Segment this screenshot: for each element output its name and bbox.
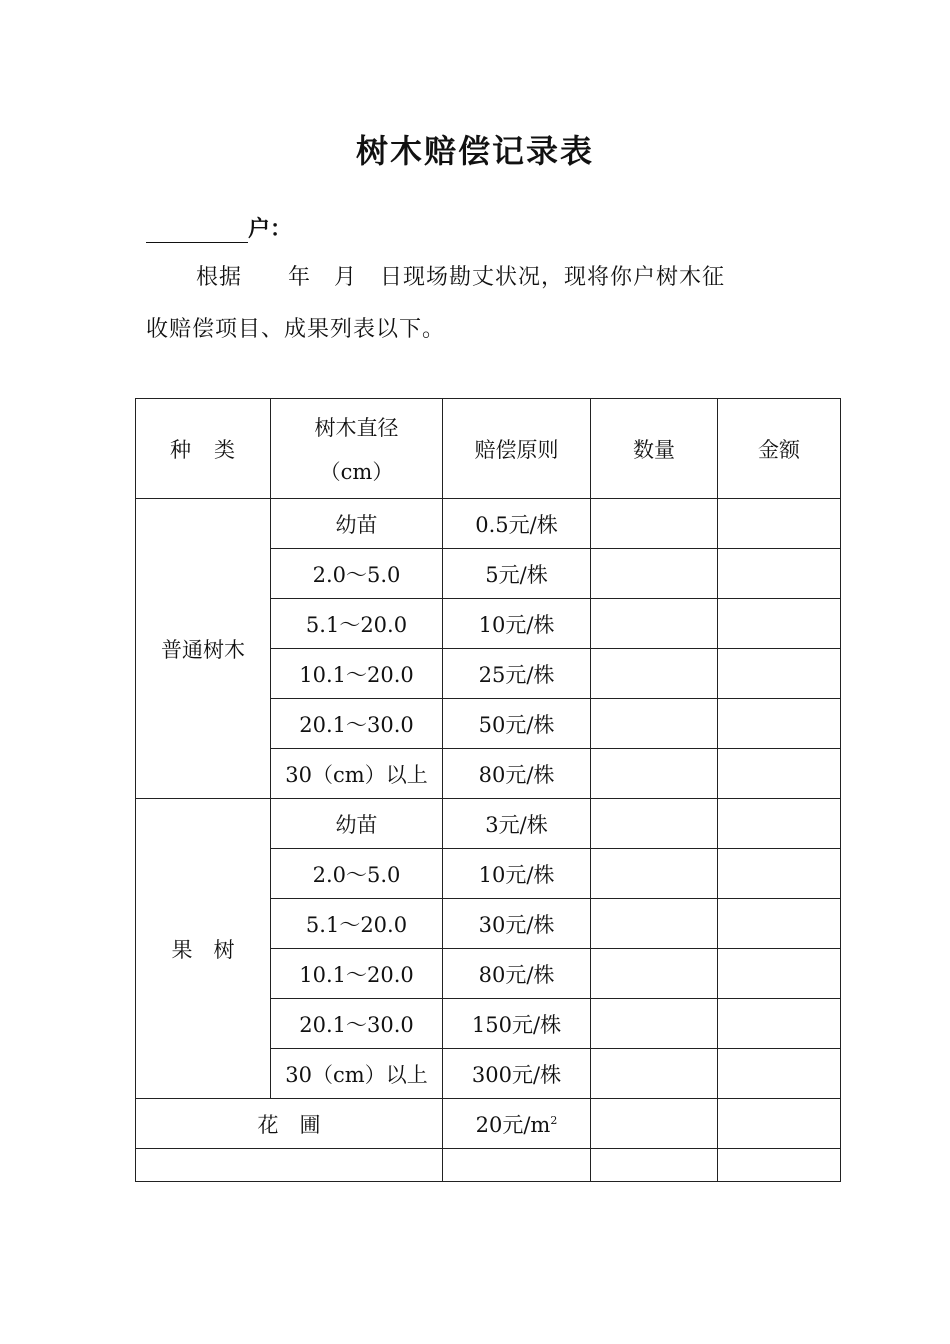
header-amount: 金额 (718, 399, 841, 499)
header-standard: 赔偿原则 (443, 399, 591, 499)
page-title: 树木赔偿记录表 (355, 132, 594, 170)
diameter-cell: 5.1～20.0 (271, 599, 443, 649)
table-row (136, 799, 841, 849)
amount-cell[interactable] (718, 649, 841, 699)
amount-cell[interactable] (718, 549, 841, 599)
diameter-cell: 2.0～5.0 (271, 549, 443, 599)
header-quantity: 数量 (591, 399, 718, 499)
quantity-cell[interactable] (591, 799, 718, 849)
standard-cell: 5元/株 (443, 549, 591, 599)
quantity-cell[interactable] (591, 899, 718, 949)
diameter-cell: 幼苗 (271, 799, 443, 849)
standard-cell: 80元/株 (443, 749, 591, 799)
amount-cell[interactable] (718, 999, 841, 1049)
nursery-standard-sup: 2 (550, 1113, 558, 1127)
diameter-cell: 5.1～20.0 (271, 899, 443, 949)
quantity-cell[interactable] (591, 949, 718, 999)
quantity-cell[interactable] (591, 699, 718, 749)
quantity-cell[interactable] (591, 749, 718, 799)
amount-cell[interactable] (718, 1149, 841, 1182)
intro-paragraph-line-2: 收赔偿项目、成果列表以下。 (146, 317, 446, 342)
standard-cell: 25元/株 (443, 649, 591, 699)
diameter-cell: 20.1～30.0 (271, 999, 443, 1049)
category-fruit-trees: 果 树 (136, 799, 271, 1099)
nursery-standard (443, 1099, 591, 1149)
quantity-cell[interactable] (591, 849, 718, 899)
quantity-cell[interactable] (591, 649, 718, 699)
standard-cell: 50元/株 (443, 699, 591, 749)
quantity-cell[interactable] (591, 499, 718, 549)
diameter-cell: 幼苗 (271, 499, 443, 549)
diameter-cell: 30（cm）以上 (271, 1049, 443, 1099)
household-suffix: 户： (248, 216, 293, 242)
table-row (136, 499, 841, 549)
quantity-cell[interactable] (591, 549, 718, 599)
standard-cell: 0.5元/株 (443, 499, 591, 549)
intro-paragraph-line-1: 根据 年 月 日现场勘丈状况，现将你户树木征 (196, 265, 726, 290)
nursery-row (136, 1099, 841, 1149)
quantity-cell[interactable] (591, 1099, 718, 1149)
header-type: 种 类 (136, 399, 271, 499)
empty-row (136, 1149, 841, 1182)
compensation-table (135, 398, 841, 1182)
header-diameter-line-2: （cm） (319, 459, 394, 484)
quantity-cell[interactable] (591, 599, 718, 649)
amount-cell[interactable] (718, 849, 841, 899)
diameter-cell: 2.0～5.0 (271, 849, 443, 899)
household-name-blank[interactable] (146, 220, 248, 243)
standard-cell: 30元/株 (443, 899, 591, 949)
category-ordinary-trees: 普通树木 (136, 499, 271, 799)
amount-cell[interactable] (718, 1049, 841, 1099)
standard-cell: 10元/株 (443, 599, 591, 649)
standard-cell: 300元/株 (443, 1049, 591, 1099)
table-header-row (136, 399, 841, 499)
standard-cell: 3元/株 (443, 799, 591, 849)
standard-cell: 10元/株 (443, 849, 591, 899)
header-diameter (271, 399, 443, 499)
amount-cell[interactable] (718, 749, 841, 799)
amount-cell[interactable] (718, 899, 841, 949)
amount-cell[interactable] (718, 799, 841, 849)
household-line (146, 212, 292, 243)
diameter-cell: 20.1～30.0 (271, 699, 443, 749)
empty-cell[interactable] (136, 1149, 443, 1182)
empty-cell[interactable] (443, 1149, 591, 1182)
amount-cell[interactable] (718, 949, 841, 999)
amount-cell[interactable] (718, 699, 841, 749)
amount-cell[interactable] (718, 499, 841, 549)
amount-cell[interactable] (718, 599, 841, 649)
standard-cell: 150元/株 (443, 999, 591, 1049)
header-diameter-line-1: 树木直径 (314, 415, 399, 440)
nursery-standard-text: 20元/m (475, 1112, 551, 1137)
nursery-label: 花 圃 (136, 1099, 443, 1149)
amount-cell[interactable] (718, 1099, 841, 1149)
quantity-cell[interactable] (591, 1149, 718, 1182)
diameter-cell: 30（cm）以上 (271, 749, 443, 799)
diameter-cell: 10.1～20.0 (271, 949, 443, 999)
quantity-cell[interactable] (591, 999, 718, 1049)
diameter-cell: 10.1～20.0 (271, 649, 443, 699)
standard-cell: 80元/株 (443, 949, 591, 999)
quantity-cell[interactable] (591, 1049, 718, 1099)
